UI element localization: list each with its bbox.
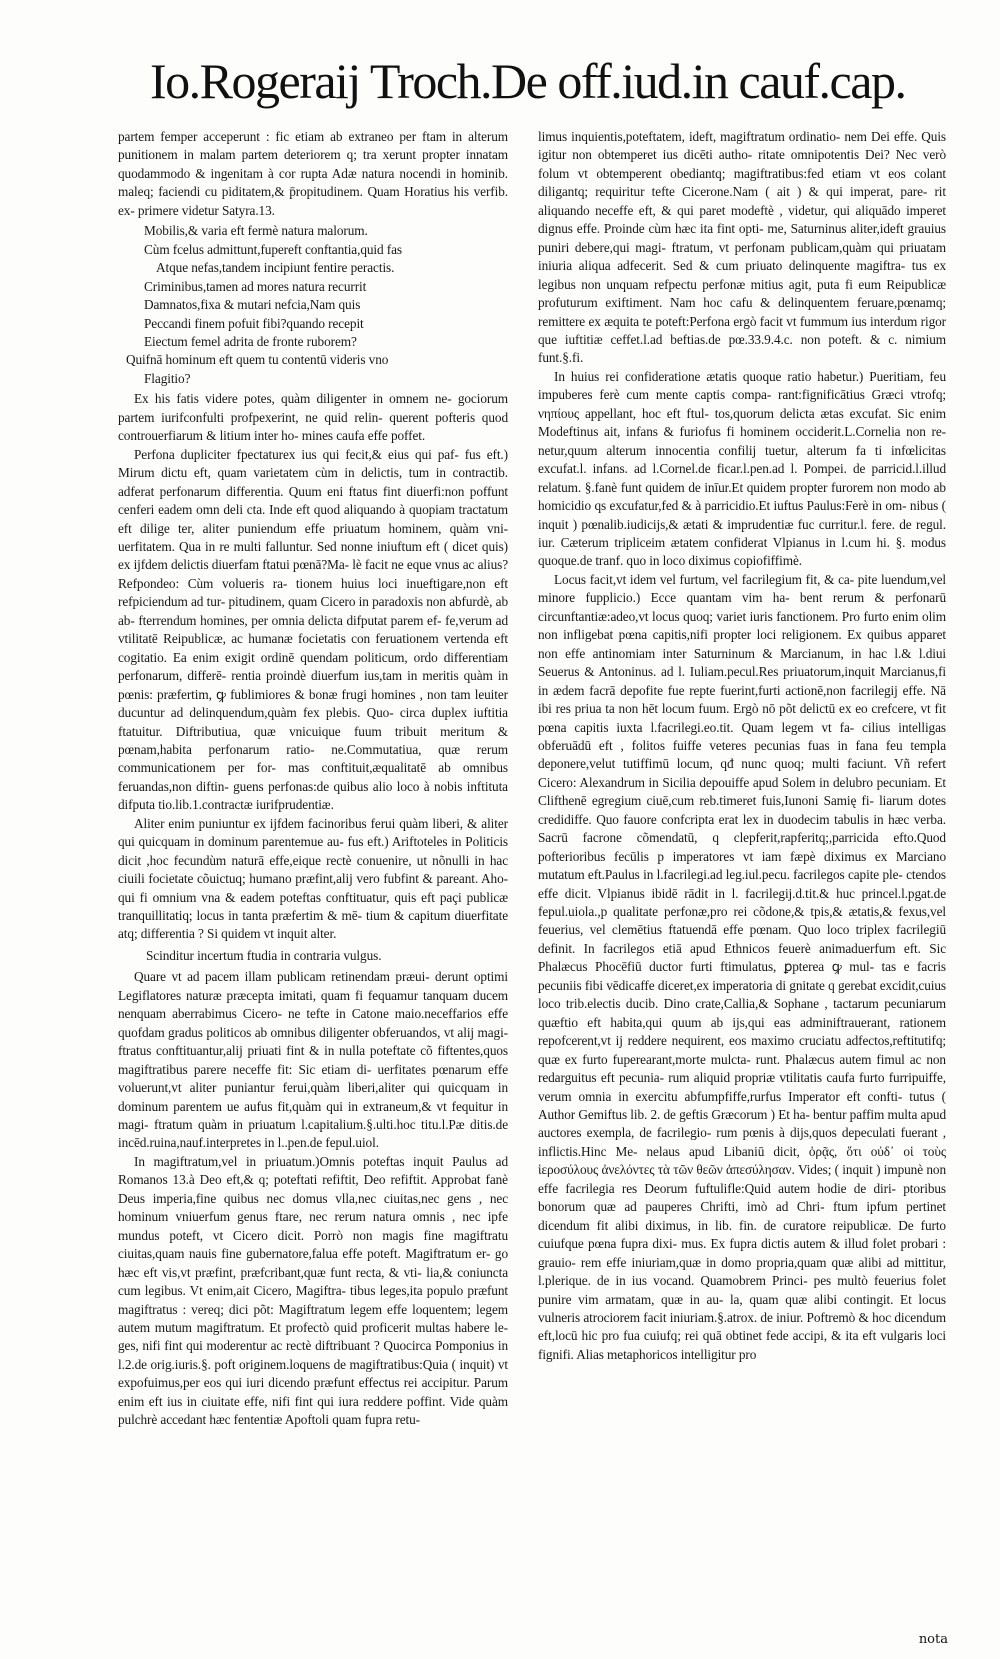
- left-paragraph-3: Perfona dupliciter fpectaturex ius qui fecit,& eius qui paf- fus eft.) Mirum dictu eft, quam varietatem cùm in delictis, tum in contractib. adferat perfonarum differentia. Quum eni ftatus fint diuerfi:non poffunt cenferi eadem omn deli cta. Inde eft quod aliquando à quopiam tractatum eft dilige ter, aliter puniendum effe priuatum hominem, quàm vni- uerfitatem. Qua in re multi falluntur. Sed nonne iniuftum eft ( dicet quis) ex ijfdem delictis diuerfam ftatui pœnā?Ma- lè facit ne eque vnus ac alius? Refpondeo: Cùm volueris ra- tionem huius loci inueftigare,non eft refpiciendum ad tur- pitudinem, quam Cicero in paradoxis non abfurdè, ab ab- fterrendum homines, per omnia delicta difputat parem ef- fe,verum ad vtilitatē Reipublicæ, ac humanæ focietatis con feruationem vertenda eft cogitatio. Ea enim exigit ordinē quendam politicum, ordo differentiam perfonarum, differē- rentia proindè diuerfum ius,tam in meritis quàm in pœnis: præfertim, ꝙ fublimiores & bonæ frugi homines , non tam leuiter ducuntur ad delinquendum,quàm fex plebis. Quo- circa duplex iuftitia ftatuitur. Diftributiua, quæ vnicuique fuum tribuit meritum & pœnam,habita perfonarum ratio- ne.Commutatiua, quæ rerum communicationem per for- mas conftituit,æqualitatē ab omnibus feruandas,non diftin- guens perfonas:de quibus alio loco à nobis inftituta difputa tio.lib.1.contractæ iurifprudentiæ.: [118, 446, 508, 813]
- left-paragraph-4: Aliter enim puniuntur ex ijfdem facinoribus ferui quàm liberi, & aliter qui quicquam in dominum parentemue au- fus eft.) Ariftoteles in Politicis dicit ,hoc fecundùm naturā effe,eique rectè conuenire, ut nõnulli in hac ciuili focietate cõuictuq; humano præfint,alij vero fubfint & pareant. Aho- qui fi omnium vna & eadem poteftas conftituatur, quis eft paçi publicæ tranquillitatiq; locus in tanta præfertim & mē- tium & capitum diuerfitate atq; differentia ? Si quidem vt inquit alter.: [118, 815, 508, 942]
- left-paragraph-1: partem femper acceperunt : fic etiam ab extraneo per ftam in alterum punitionem in malam partem deteriorem q; tra xerunt propter innatam quodammodo & ingenitam à cor rupta Adæ natura nocendi in hominib. maleq; faciendi cu piditatem,& p̄ropitudinem. Quam Horatius his verfib. ex- primere videtur Satyra.13.: [118, 129, 508, 218]
- verse-quote: Scinditur incertum ftudia in contraria vulgus.: [146, 947, 382, 963]
- right-paragraph-1: limus inquientis,poteftatem, ideft, magiftratum ordinatio- nem Dei effe. Quis igitur non obtemperet ius dicēti autho- ritate omnipotentis Dei? Nec verò folum vt obtemperent obediantq; magiftratibus:fed etiam vt eos colant diligantq; requiritur tefte Cicerone.Nam ( ait ) & qui imperat, pare- rit aliquando neceffe eft, & qui paret modeftè , videtur, qui aliquādo imperet dignus effe. Proinde cùm hæc ita fint opti- me, Saturninus aliter,ideft grauius puniri debere,qui magi- ftratum, vt perfonam publicam,quàm qui priuatam iniuria aliqua adfecerit. Sed & cum priuato delinquente magiftra- tus ex legibus non unquam refpectu perfonæ mitius agit, puta fi eum Reipublicæ profuturum exiftiment. Nam hoc cafu & delinquentem feruare,pœnamq; remittere ex æquita te poteft:Perfona ergò facit vt fummum ius interdum rigor que iuftitiæ ceffet.l.ad beftias.de pœ.33.9.4.c. non poteft. & c. nimium funt.§.fi.: [538, 129, 946, 366]
- verse-line: Eiectum femel adrita de fronte ruborem?: [144, 333, 357, 349]
- verse-line: Cùm fcelus admittunt,fupereft conftantia,quid fas: [144, 241, 403, 257]
- verse-line: Quifnā hominum eft quem tu contentū videris vno: [126, 352, 389, 368]
- left-paragraph-2: Ex his fatis videre potes, quàm diligenter in omnem ne- gociorum partem iurifconfulti profpexerint, ne quid relin- querent pofteris quod controuerfiarum & litium inter ho- mines caufa effe poffet.: [118, 391, 508, 444]
- left-column: [118, 128, 508, 1633]
- verse-line: Atque nefas,tandem incipiunt fentire peractis.: [156, 260, 395, 276]
- verse-line: Mobilis,& varia eft fermè natura malorum.: [144, 223, 368, 239]
- right-column: [538, 128, 946, 1628]
- verse-line: Damnatos,fixa & mutari nefcia,Nam quis: [144, 297, 361, 313]
- catchword: nota: [918, 1632, 948, 1647]
- right-paragraph-2: In huius rei confideratione ætatis quoque ratio habetur.) Pueritiam, feu impuberes ferè cum mente captis compa- rant:fignificātius Græci vtrofq; νηπίους appellant, hoc eft ftul- tos,quorum delicta ætas excufat. Sic enim Modeftinus ait, infans & furiofus fi hominem occiderit.L.Cornelia non re- netur,quum alterum innocentia confilij tuetur, alterum fa ti infœlicitas excufat.l. infans. ad l.Cornel.de ficar.l.pen.ad l. Pompei. de parricid.l.illud relatum. §.fanè funt quidem de inīur.Et quidem propter furorem non modo ab homicidio qs excufatur,fed & à parricidio.Et iuftus Paulus:Ferè in om- nibus ( inquit ) pœnalib.iudicijs,& ætati & imprudentiæ fuc curritur.l. fere. de regul. iur. Cæterum tripliceim ætatem confiderat Vlpianus in l.cum hi. §. modus quoque.de tranf. quo in loco diximus copiofiffimè.: [538, 368, 946, 569]
- right-paragraph-3: Locus facit,vt idem vel furtum, vel facrilegium fit, & ca- pite luendum,vel minore fupplicio.) Ecce quantam vim ha- bent rerum & perfonarū circunftantiæ:adeo,vt locus quoq; variet iuris fanctionem. Pro furto enim olim non infligebat pœna capitis,nifi propter loci religionem. Ex quibus apparet non effe antinomiam inter Saturninum & Marcianum, in hac l.& l.diui Seuerus & Antoninus. ad l. Iuliam.pecul.Res priuatorum,inquit Marcianus,fi in ædem facrā depofite fue repte fuerint,furti actionē,non facrilegij effe. Nā ibi res priua ta non hēt locum fuum. Ergò nō põt delictū ex eo crefcere, vt fit pœna capitis iuxta l.facrilegi.eo.tit. Quam legem vt fa- cilius intelligas obferuādū eft , folitos fuiffe veteres pecunias fuas in fana feu templa deponere,velut tutiffimū locum, qđ nunc quoq; multi faciunt. Vñ refert Cicero: Alexandrum in Sicilia depouiffe apud Solem in delubro pecuniam. Et Clifthenē egregium ciuē,cum reb.timeret fuis,Iunoni Samię fi- liarum dotes credidiffe. Quo fauore confcripta erat lex in duodecim tabulis in hæc verba. Sacrū facrone cõmendatū, q clepferit,rapferitq;,parricida efto.Quod pofterioribus fecūlis p imperatores vt iam fæpè diximus ex Marciano mutatum eft.Paulus in l.facrilegi.ad leg.iul.pecu. facrilegos capite ple- ctendos effe dicit. Vlpianus ibidē rādit in l. facrilegij.d.tit.& huc princel.l.pgat.de fepul.uiola.,p qualitate perfonæ,pro rei cõdone,& tpis,& ætatis,& fexus,vel feuerius, vel clemētius ftatuendā effe pœnam. Quo loco triplex facrilegiū definit. In facrilegos etiā apud Ethnicos feuerè animaduerfum eft. Sic Phalæcus Phocēfiū ductor furti ftimulatus, ꝑpterea ꝙ mul- tas e facris pecuniis fibi vēdicaffe diceret,ex imperatoria di gnitate q gerebat excidit,cuius loco trib.electis ducib. Dino crate,Callia,& Sophane , tactarum pecuniarum quæftio eft habita,qui quum ab ijs,qui eas adminiftrauerant, rationem repofcerent,vt ij reddere nequirent, eos maximo cruciatu adfectos,reftitutifq; quæ ex furto fuperearant,morte mulcta- runt. Phalæcus autem fimul ac non redarguitus eft pecunia- rum aliquid propriæ vtilitatis caufa furto furripuiffe, verum omnia in exercitu abfumpfiffe,rurfus Imperator eft confti- tutus ( Author Gemiftus lib. 2. de geftis Græcorum ) Et ha- bentur paffim multa apud auctores exempla, de facrilegio- rum pœnis à dijs,quos depeculati fuerant , inflictis.Hinc Me- nelaus apud Libaniū dicit, ὁρᾷς, ὅτι οὐδ᾽ οἱ τοὺς ἱεροσύλους ἀνελόντες τὰ τῶν θεῶν ἀπεσύλησαν. Vides; ( inquit ) impunè non effe facrilegia res Deorum fuftulifle:Quid autem hodie de diri- ptoribus bonorum quæ ad pauperes Chrifti, imò ad Chri- ftum ipfum pertinet dicendum fit alibi diximus, in lib. fin. de curatore reipublicæ. De furto cuiufque pœna fupra dixi- mus. Ex fupra dictis autem & illud folet probari : grauio- rem effe iniuriam,quæ in domo propria,quam quæ alibi ad mittitur, l.plerique. de in ius vocand. Quamobrem Princi- pes multò feuerius folet punire vim armatam, quæ in au- la, quam quæ alibi contingit. Et locus vulneris atrociorem facit iniuriam.§.atrox. de iniur. Poftremò & hoc dicendum eft,locū hic pro fua cuiufq; rei quā obtinet fede accipi, & ita eft vulgaris loci fignifi. Alias metaphoricos intelligitur pro: [538, 571, 946, 1362]
- left-paragraph-6: In magiftratum,vel in priuatum.)Omnis poteftas inquit Paulus ad Romanos 13.à Deo eft,& q; poteftati refiftit, Deo refiftit. Approbat fanè Deus imperia,fine quibus nec domus vlla,nec ciuitas,nec gens , nec hominum vniuerfum genus ftare, nec rerum natura omnis , nec ipfe mundus poteft, vt Cicero dicit. Porrò non magis fine magiftratu ciuitas,quam nauis fine gubernatore,falua effe poteft. Magiftratum er- go hæc eft vis,vt præfint, præfcribant,quæ funt recta, & vti- lia,& coniuncta cum legibus. Vt enim,ait Cicero, Magiftra- tibus leges,ita populo præfunt magiftratus : vereq; dici põt: Magiftratum legem effe loquentem; legem autem mutum magiftratum. Et profectò quid proficerit multas habere le- ges, nifi fint qui moderentur ac rectè diftribuant ? Quocirca Pomponius in l.2.de orig.iuris.§. poft originem.loquens de magiftratibus:Quia ( inquit) vt expofuimus,per eos qui iuri dicendo præfunt effectus rei accipitur. Parum enim eft ius in ciuitate effe, nifi fint qui iura reddere poffint. Vide quàm pulchrè accedant hæc fententiæ Apoftoli quam fupra retu-: [118, 1153, 508, 1428]
- verse-line: Criminibus,tamen ad mores natura recurrit: [144, 278, 367, 294]
- running-head: Io.Rogeraij Troch.De off.iud.in cauf.cap.: [150, 53, 906, 109]
- verse-line: Peccandi finem pofuit fibi?quando recepit: [144, 315, 364, 331]
- left-paragraph-5: Quare vt ad pacem illam publicam retinendam præui- derunt optimi Legiflatores naturæ præcepta imitati, quam fi fequamur tanquam ducem nenquam aberrabimus Cicero- ne tefte in Catone maio.neceffarios effe quofdam gradus politicos ab omnibus diligenter obferuandos, vt alij magi- ftratus conftituantur,alij priuati fint & in nulla poteftate cõ fiftentes,quos magiftratibus parere neceffe fit: Sic etiam di- uerfitates pœnarum effe voluerunt,vt aliter puniantur ferui,quàm liberi,aliter qui quicquam in dominum parentem ue aufus fit,quàm qui in extraneum,& vt fequitur in magi- ftratum quàm in priuatum l.capitalium.§.ulti.hoc titu.l.Pæ ditis.de incēd.ruina,nauf.interpretes in l..pen.de fepul.uiol.: [118, 969, 508, 1151]
- verse-line: Flagitio?: [144, 370, 191, 386]
- horace-verse: [126, 222, 508, 388]
